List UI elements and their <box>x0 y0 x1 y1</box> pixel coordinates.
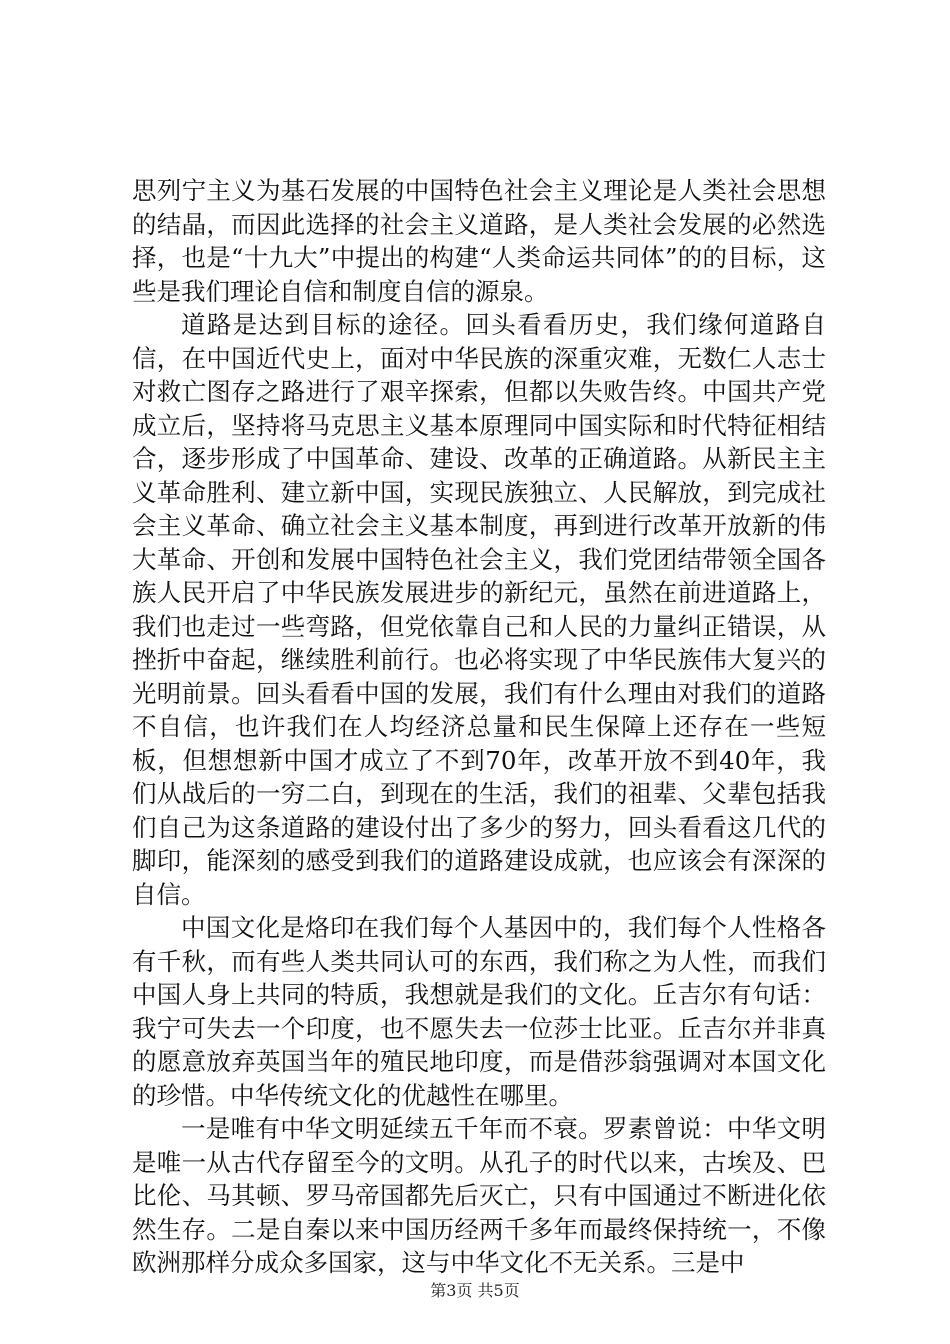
paragraph-1: 思列宁主义为基石发展的中国特色社会主义理论是人类社会思想的结晶，而因此选择的社会主义道路，是人类社会发展的必然选择，也是“十九大”中提出的构建“人类命运共同体”的的目标，这些是我们理论自信和制度自信的源泉。 <box>132 176 826 306</box>
paragraph-2: 道路是达到目标的途径。回头看看历史，我们缘何道路自信，在中国近代史上，面对中华民族的深重灾难，无数仁人志士对救亡图存之路进行了艰辛探索，但都以失败告终。中国共产党成立后，坚持将马克思主义基本原理同中国实际和时代特征相结合，逐步形成了中国革命、建设、改革的正确道路。从新民主主义革命胜利、建立新中国，实现民族独立、人民解放，到完成社会主义革命、确立社会主义基本制度，再到进行改革开放新的伟大革命、开创和发展中国特色社会主义，我们党团结带领全国各族人民开启了中华民族发展进步的新纪元，虽然在前进道路上，我们也走过一些弯路，但党依靠自己和人民的力量纠正错误，从挫折中奋起，继续胜利前行。也必将实现了中华民族伟大复兴的光明前景。回头看看中国的发展，我们有什么理由对我们的道路不自信，也许我们在人均经济总量和民生保障上还存在一些短板，但想想新中国才成立了不到70年，改革开放不到40年，我们从战后的一穷二白，到现在的生活，我们的祖辈、父辈包括我们自己为这条道路的建设付出了多少的努力，回头看看这几代的脚印，能深刻的感受到我们的道路建设成就，也应该会有深深的自信。 <box>132 310 826 909</box>
page-number-footer: 第3页 共5页 <box>430 1281 520 1300</box>
document-body <box>132 174 826 1280</box>
paragraph-3: 中国文化是烙印在我们每个人基因中的，我们每个人性格各有千秋，而有些人类共同认可的东西，我们称之为人性，而我们中国人身上共同的特质，我想就是我们的文化。丘吉尔有句话：我宁可失去一个印度，也不愿失去一位莎士比亚。丘吉尔并非真的愿意放弃英国当年的殖民地印度，而是借莎翁强调对本国文化的珍惜。中华传统文化的优越性在哪里。 <box>132 913 826 1110</box>
paragraph-4: 一是唯有中华文明延续五千年而不衰。罗素曾说：中华文明是唯一从古代存留至今的文明。从孔子的时代以来，古埃及、巴比伦、马其顿、罗马帝国都先后灭亡，只有中国通过不断进化依然生存。二是自秦以来中国历经两千多年而最终保持统一，不像欧洲那样分成众多国家，这与中华文化不无关系。三是中 <box>132 1114 826 1277</box>
